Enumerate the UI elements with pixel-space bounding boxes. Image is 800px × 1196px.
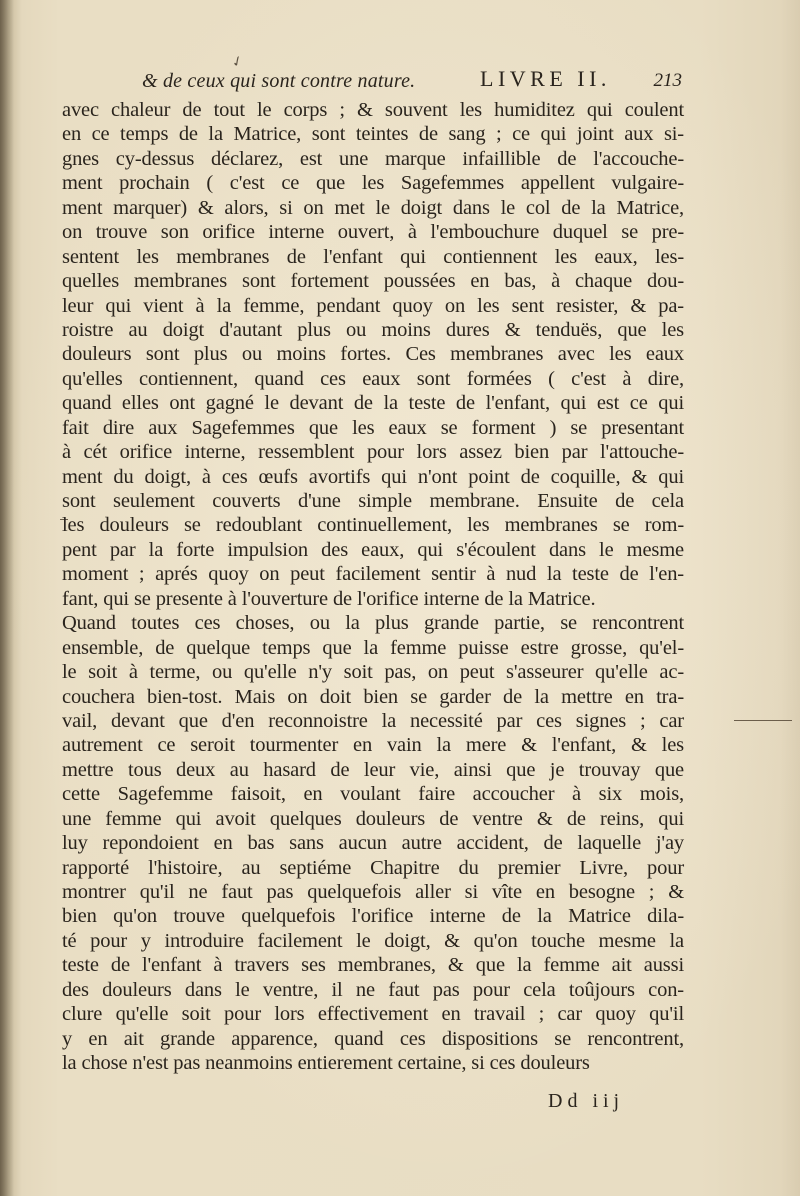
text-line: Quand toutes ces choses, ou la plus grande partie, se rencontrent — [62, 612, 684, 635]
text-line: vail, devant que d'en reconnoistre la necessité par ces signes ; car — [62, 709, 684, 732]
text-line: gnes cy-dessus déclarez, est une marque infaillible de l'accouche- — [62, 147, 684, 170]
text-line: ment du doigt, à ces œufs avortifs qui n'ont point de coquille, & qui — [62, 465, 684, 488]
text-line: ment prochain ( c'est ce que les Sagefemmes appellent vulgaire- — [62, 172, 684, 195]
text-line: des douleurs dans le ventre, il ne faut pas pour cela toûjours con- — [62, 978, 684, 1001]
book-label: LIVRE II. — [480, 66, 611, 91]
text-line: sentent les membranes de l'enfant qui contiennent les eaux, les- — [62, 245, 684, 268]
text-line: autrement ce seroit tourmenter en vain la mere & l'enfant, & les — [62, 734, 684, 757]
page-number: 213 — [653, 70, 682, 91]
ink-mark: ✓ — [229, 53, 247, 72]
text-line: à cét orifice interne, ressemblent pour lors assez bien par l'attouche- — [62, 441, 684, 464]
text-line: les douleurs se redoublant continuellement, les membranes se rom- — [62, 514, 684, 537]
body-text — [62, 98, 684, 1076]
text-line: montrer qu'il ne faut pas quelquefois aller si vîte en besogne ; & — [62, 881, 684, 903]
text-line: mettre tous deux au hasard de leur vie, ainsi que je trouvay que — [62, 758, 684, 781]
text-line: douleurs sont plus ou moins fortes. Ces membranes avec les eaux — [62, 343, 684, 366]
text-line: fait dire aux Sagefemmes que les eaux se forment ) se presentant — [62, 416, 684, 439]
text-line: roistre au doigt d'autant plus ou moins dures & tenduës, que les — [62, 318, 684, 341]
text-line: le soit à terme, ou qu'elle n'y soit pas, on peut s'asseurer qu'elle ac- — [62, 661, 684, 684]
signature-mark: Dd iij — [548, 1090, 625, 1112]
text-line: bien qu'on trouve quelquefois l'orifice interne de la Matrice dila- — [62, 905, 684, 928]
text-line: fant, qui se presente à l'ouverture de l'orifice interne de la Matrice. — [62, 587, 596, 610]
text-line: té pour y introduire facilement le doigt, & qu'on touche mesme la — [62, 929, 684, 952]
text-line: couchera bien-tost. Mais on doit bien se garder de la mettre en tra- — [62, 685, 684, 708]
text-line: quelles membranes sont fortement poussées en bas, à chaque dou- — [62, 270, 684, 293]
text-line: quand elles ont gagné le devant de la teste de l'enfant, qui est ce qui — [62, 392, 684, 415]
text-line: pent par la forte impulsion des eaux, qui s'écoulent dans le mesme — [62, 538, 684, 561]
text-line: en ce temps de la Matrice, sont teintes de sang ; ce qui joint aux si- — [62, 123, 684, 146]
spine-shadow — [0, 0, 14, 1196]
text-line: qu'elles contiennent, quand ces eaux sont formées ( c'est à dire, — [62, 367, 684, 390]
text-line: avec chaleur de tout le corps ; & souvent les humiditez qui coulent — [62, 99, 684, 121]
text-line: clure qu'elle soit pour lors effectivement en travail ; car quoy qu'il — [62, 1003, 684, 1026]
text-line: la chose n'est pas neanmoins entierement certaine, si ces douleurs — [62, 1052, 590, 1075]
text-line: ment marquer) & alors, si on met le doigt dans le col de la Matrice, — [62, 196, 684, 219]
text-line: on trouve son orifice interne ouvert, à l'embouchure duquel se pre- — [62, 221, 684, 244]
text-line: une femme qui avoit quelques douleurs de ventre & de reins, qui — [62, 807, 684, 830]
text-line: cette Sagefemme faisoit, en voulant faire accoucher à six mois, — [62, 783, 684, 806]
running-title: & de ceux qui sont contre nature. — [142, 70, 416, 92]
text-line: moment ; aprés quoy on peut facilement sentir à nud la teste de l'en- — [62, 563, 684, 586]
text-line: rapporté l'histoire, au septiéme Chapitre du premier Livre, pour — [62, 856, 684, 879]
text-line: sont seulement couverts d'une simple membrane. Ensuite de cela — [62, 490, 684, 512]
text-line: leur qui vient à la femme, pendant quoy on les sent resister, & pa- — [62, 294, 684, 317]
running-header — [142, 66, 682, 96]
text-line: ensemble, de quelque temps que la femme puisse estre grosse, qu'el- — [62, 636, 684, 659]
text-line: teste de l'enfant à travers ses membranes, & que la femme ait aussi — [62, 954, 684, 977]
margin-rule — [734, 720, 792, 721]
text-line: luy repondoient en bas sans aucun autre accident, de laquelle j'ay — [62, 832, 684, 855]
text-line: y en ait grande apparence, quand ces dispositions se rencontrent, — [62, 1027, 684, 1050]
